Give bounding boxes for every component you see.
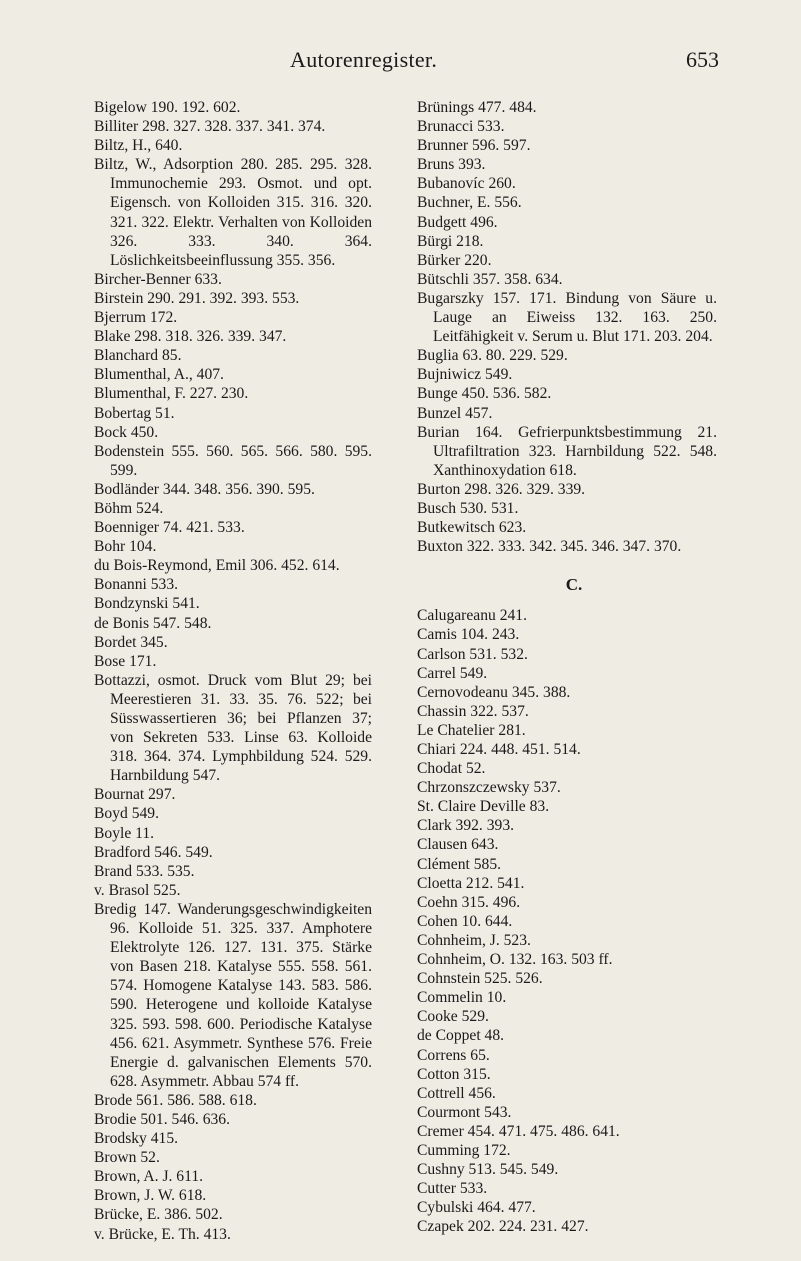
index-entry: Chiari 224. 448. 451. 514. (417, 741, 581, 758)
index-entry: Birstein 290. 291. 392. 393. 553. (94, 289, 300, 307)
index-entry: Bürgi 218. (417, 232, 484, 250)
index-entry: du Bois-Reymond, Emil 306. 452. 614. (94, 557, 340, 575)
index-entry: Blumenthal, F. 227. 230. (94, 385, 249, 403)
index-entry: Bütschli 357. 358. 634. (417, 270, 563, 288)
index-entry: Budgett 496. (417, 213, 498, 231)
entries-c (417, 606, 717, 1236)
index-entry: Cumming 172. (417, 1141, 511, 1159)
index-entry: Brown 52. (94, 1149, 160, 1167)
index-entry: Clark 392. 393. (417, 817, 515, 835)
index-entry: St. Claire Deville 83. (417, 798, 550, 816)
index-entry: Carlson 531. 532. (417, 645, 528, 663)
index-entry: Cernovodeanu 345. 388. (417, 683, 571, 701)
index-entry: Bjerrum 172. (94, 309, 178, 327)
index-entry: Cybulski 464. 477. (417, 1199, 536, 1217)
page-number: 653 (686, 47, 719, 72)
index-entry: Brodie 501. 546. 636. (94, 1110, 231, 1128)
index-entry: Buxton 322. 333. 342. 345. 346. 347. 370. (417, 538, 682, 556)
index-entry: Cooke 529. (417, 1008, 489, 1026)
index-entry: Biltz, H., 640. (94, 137, 183, 155)
index-entry: Buglia 63. 80. 229. 529. (417, 347, 568, 365)
index-entry: Brown, J. W. 618. (94, 1187, 207, 1205)
index-entry: Bircher-Benner 633. (94, 270, 222, 288)
index-entry: Boyle 11. (94, 824, 155, 842)
index-entry: Calugareanu 241. (417, 607, 527, 625)
index-entry: Bugarszky 157. 171. Bindung von Säure u. Lauge an Eiweiss 132. 163. 250. Leitfähigkeit v. Serum u. Blut 171. 203. 204. (417, 289, 717, 346)
index-entry: Bodenstein 555. 560. 565. 566. 580. 595. 599. (94, 442, 372, 479)
index-entry: Bujniwicz 549. (417, 366, 513, 384)
index-entry: Bobertag 51. (94, 404, 175, 422)
index-entry: Cloetta 212. 541. (417, 874, 525, 892)
index-entry: Clément 585. (417, 855, 502, 873)
index-entry: Brünings 477. 484. (417, 99, 537, 116)
index-entry: Brunner 596. 597. (417, 137, 531, 155)
index-entry: Burton 298. 326. 329. 339. (417, 480, 586, 498)
index-entry: Brown, A. J. 611. (94, 1168, 204, 1186)
index-entry: Bordet 345. (94, 633, 168, 651)
index-entry: Bose 171. (94, 652, 157, 670)
index-entry: v. Brücke, E. Th. 413. (94, 1225, 231, 1243)
index-entry: de Bonis 547. 548. (94, 614, 212, 632)
index-entry: Czapek 202. 224. 231. 427. (417, 1218, 589, 1236)
index-entry: Bottazzi, osmot. Druck vom Blut 29; bei Meerestieren 31. 33. 35. 76. 522; bei Süsswassertieren 36; bei Pflanzen 37; von Sekreten 533. Linse 63. Kolloide 318. 364. 374. Lymphbildung 524. 529. Harnbildung 547. (94, 671, 372, 785)
index-entry: Correns 65. (417, 1046, 490, 1064)
index-entry: Brunacci 533. (417, 118, 505, 136)
index-entry: Cohen 10. 644. (417, 912, 513, 930)
index-entry: Carrel 549. (417, 664, 488, 682)
index-entry: Boyd 549. (94, 805, 159, 823)
page-header (0, 47, 801, 81)
index-entry: Bock 450. (94, 423, 159, 441)
running-title: Autorenregister. (290, 47, 438, 72)
index-entry: Busch 530. 531. (417, 499, 519, 517)
index-entry: Bredig 147. Wanderungsgeschwindigkeiten 96. Kolloide 51. 325. 337. Amphotere Elektrolyte 126. 127. 131. 375. Stärke von Basen 218. Katalyse 555. 558. 561. 574. Homogene Katalyse 143. 583. 586. 590. Heterogene und kolloide Katalyse 325. 593. 598. 600. Periodische Katalyse 456. 621. Asymmetr. Synthese 576. Freie Energie d. galvanischen Elements 570. 628. Asymmetr. Abbau 574 ff. (94, 900, 372, 1090)
index-entry: Billiter 298. 327. 328. 337. 341. 374. (94, 118, 326, 136)
index-entry: Bodländer 344. 348. 356. 390. 595. (94, 480, 315, 498)
index-entry: Cohnheim, J. 523. (417, 931, 531, 949)
index-entry: Cremer 454. 471. 475. 486. 641. (417, 1122, 620, 1140)
index-entry: Coehn 315. 496. (417, 893, 521, 911)
index-entry: Brodsky 415. (94, 1130, 179, 1148)
index-entry: Courmont 543. (417, 1103, 512, 1121)
index-entry: Cutter 533. (417, 1180, 488, 1198)
index-entry: Clausen 643. (417, 836, 499, 854)
right-column (417, 98, 717, 1236)
index-entry: Chassin 322. 537. (417, 702, 529, 720)
index-entry: v. Brasol 525. (94, 881, 181, 899)
index-entry: Chrzonszczewsky 537. (417, 779, 561, 797)
index-entry: Boenniger 74. 421. 533. (94, 519, 245, 537)
index-entry: Cohnheim, O. 132. 163. 503 ff. (417, 951, 613, 969)
index-entry: Commelin 10. (417, 989, 507, 1007)
index-entry: de Coppet 48. (417, 1027, 505, 1045)
section-letter-c: C. (565, 575, 583, 595)
index-entry: Bigelow 190. 192. 602. (94, 99, 241, 116)
left-column (94, 98, 372, 1244)
index-entry: Böhm 524. (94, 499, 164, 517)
index-entry: Camis 104. 243. (417, 626, 520, 644)
index-entry: Blake 298. 318. 326. 339. 347. (94, 328, 287, 346)
index-entry: Cotton 315. (417, 1065, 491, 1083)
index-entry: Butkewitsch 623. (417, 519, 527, 537)
index-entry: Le Chatelier 281. (417, 721, 526, 739)
index-entry: Bürker 220. (417, 251, 492, 269)
index-entry: Bradford 546. 549. (94, 843, 213, 861)
index-entry: Cohnstein 525. 526. (417, 970, 543, 988)
index-entry: Bruns 393. (417, 156, 486, 174)
index-entry: Biltz, W., Adsorption 280. 285. 295. 328. Immunochemie 293. Osmot. und opt. Eigensch. von Kolloiden 315. 316. 320. 321. 322. Elektr. Verhalten von Kolloiden 326. 333. 340. 364. Löslichkeitsbeeinflussung 355. 356. (94, 156, 372, 269)
index-entry: Buchner, E. 556. (417, 194, 522, 212)
entries-b-continued (417, 98, 717, 556)
index-entry: Bondzynski 541. (94, 595, 200, 613)
index-entry: Bubanovíc 260. (417, 175, 516, 193)
index-entry: Cottrell 456. (417, 1084, 496, 1102)
index-entry: Chodat 52. (417, 760, 486, 778)
index-entry: Bunzel 457. (417, 404, 493, 422)
index-entry: Bohr 104. (94, 538, 157, 556)
index-entry: Brand 533. 535. (94, 862, 195, 880)
index-entry: Blanchard 85. (94, 347, 182, 365)
index-entry: Burian 164. Gefrierpunktsbestimmung 21. Ultrafiltration 323. Harnbildung 522. 548. Xanthinoxydation 618. (417, 423, 717, 479)
index-entry: Brücke, E. 386. 502. (94, 1206, 223, 1224)
index-entry: Bunge 450. 536. 582. (417, 385, 552, 403)
index-entry: Bournat 297. (94, 786, 176, 804)
index-entry: Bonanni 533. (94, 576, 179, 594)
index-entry: Blumenthal, A., 407. (94, 366, 224, 384)
index-entry: Cushny 513. 545. 549. (417, 1161, 559, 1179)
index-entry: Brode 561. 586. 588. 618. (94, 1091, 257, 1109)
